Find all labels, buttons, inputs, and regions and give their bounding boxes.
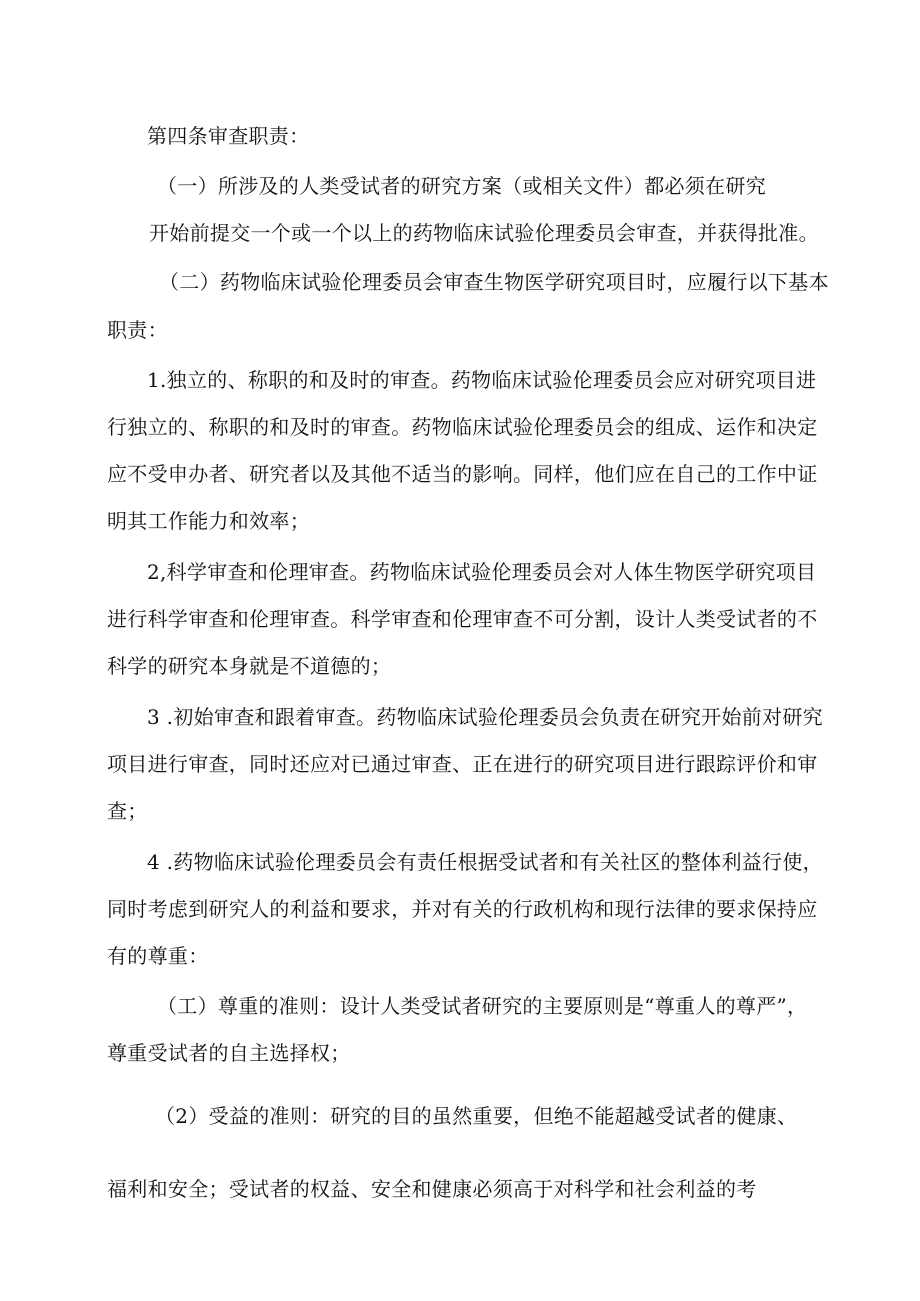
paragraph-line: （工）尊重的准则：设计人类受试者研究的主要原则是“尊重人的尊严”， [157, 994, 808, 1018]
list-item-line: 4 .药物临床试验伦理委员会有责任根据受试者和有关社区的整体利益行使， [147, 850, 823, 874]
list-item-line: 明其工作能力和效率； [107, 509, 310, 533]
paragraph-line: 尊重受试者的自主选择权； [107, 1041, 351, 1065]
list-item-line: 行独立的、称职的和及时的审查。药物临床试验伦理委员会的组成、运作和决定 [107, 415, 818, 439]
paragraph-line: （2）受益的准则：研究的目的虽然重要，但绝不能超越受试者的健康、 [155, 1104, 798, 1128]
list-item-line: 进行科学审查和伦理审查。科学审查和伦理审查不可分割，设计人类受试者的不 [107, 607, 818, 631]
list-item-line: 科学的研究本身就是不道德的； [107, 654, 392, 678]
paragraph-line: 开始前提交一个或一个以上的药物临床试验伦理委员会审查，并获得批准。 [149, 221, 819, 245]
list-item-line: 查； [107, 799, 148, 823]
list-item-line: 3 .初始审查和跟着审查。药物临床试验伦理委员会负责在研究开始前对研究 [147, 705, 823, 729]
paragraph-line: （一）所涉及的人类受试者的研究方案（或相关文件）都必须在研究 [157, 174, 766, 198]
list-item-line: 2,科学审查和伦理审查。药物临床试验伦理委员会对人体生物医学研究项目 [147, 560, 817, 584]
list-item-line: 有的尊重： [107, 944, 209, 968]
list-item-line: 应不受申办者、研究者以及其他不适当的影响。同样，他们应在自己的工作中证 [107, 462, 818, 486]
list-item-line: 1.独立的、称职的和及时的审查。药物临床试验伦理委员会应对研究项目进 [147, 368, 817, 392]
paragraph-line: 福利和安全；受试者的权益、安全和健康必须高于对科学和社会利益的考 [107, 1177, 757, 1201]
section-heading: 第四条审查职责： [147, 124, 310, 148]
paragraph-line: （二）药物临床试验伦理委员会审查生物医学研究项目时，应履行以下基本 [159, 270, 829, 294]
paragraph-line: 职责： [107, 318, 168, 342]
list-item-line: 同时考虑到研究人的利益和要求，并对有关的行政机构和现行法律的要求保持应 [107, 897, 818, 921]
list-item-line: 项目进行审查，同时还应对已通过审查、正在进行的研究项目进行跟踪评价和审 [107, 752, 818, 776]
